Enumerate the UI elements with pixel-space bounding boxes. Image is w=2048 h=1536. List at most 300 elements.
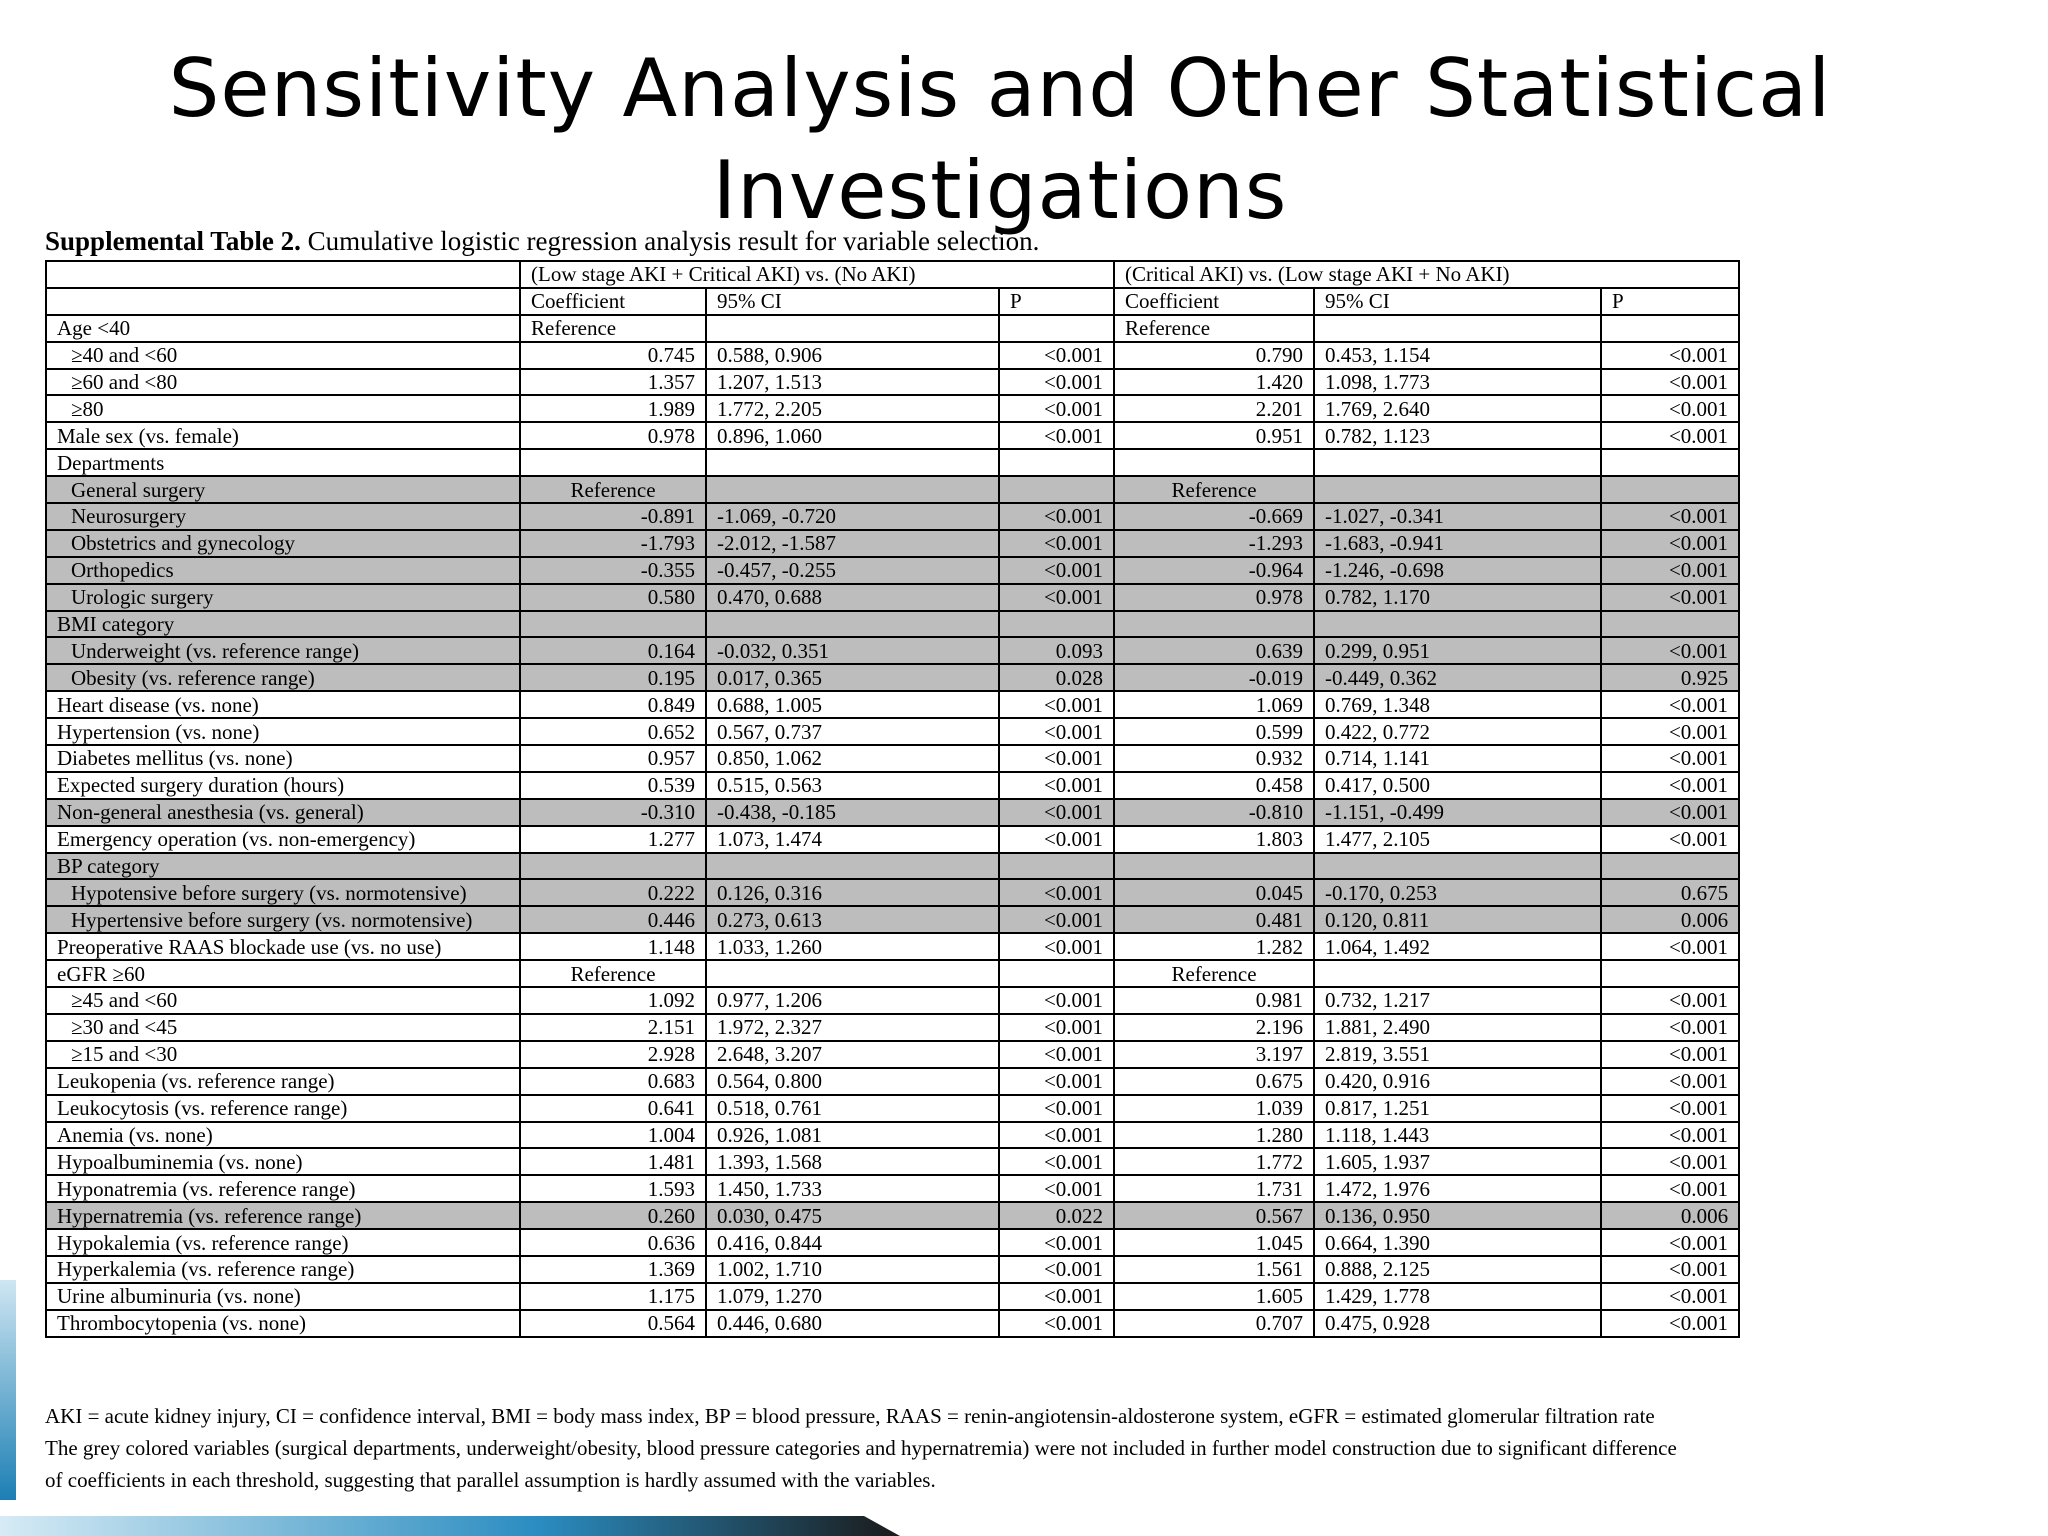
p-value-2 [1601, 315, 1739, 342]
group-header-2: (Critical AKI) vs. (Low stage AKI + No AKI) [1114, 261, 1739, 288]
table-row [46, 1202, 1739, 1229]
coefficient-1 [520, 611, 706, 638]
coefficient-2: 0.458 [1114, 772, 1314, 799]
p-value-2: <0.001 [1601, 530, 1739, 557]
p-value-2: <0.001 [1601, 1014, 1739, 1041]
ci-2: 0.417, 0.500 [1314, 772, 1601, 799]
ci-1: 0.926, 1.081 [706, 1122, 999, 1149]
p-value-2: <0.001 [1601, 422, 1739, 449]
coefficient-1: 0.164 [520, 637, 706, 664]
p-value-1 [999, 853, 1114, 880]
p-value-1: <0.001 [999, 879, 1114, 906]
ci-2: 2.819, 3.551 [1314, 1041, 1601, 1068]
ci-2: 0.714, 1.141 [1314, 745, 1601, 772]
ci-1 [706, 315, 999, 342]
coefficient-1: 1.148 [520, 933, 706, 960]
ci-2: 0.769, 1.348 [1314, 691, 1601, 718]
ci-1: 1.033, 1.260 [706, 933, 999, 960]
ci-2: -1.151, -0.499 [1314, 799, 1601, 826]
coefficient-2: Reference [1114, 960, 1314, 987]
coefficient-1: 0.539 [520, 772, 706, 799]
row-label: ≥15 and <30 [46, 1041, 520, 1068]
ci-1: -0.438, -0.185 [706, 799, 999, 826]
p-value-1: <0.001 [999, 1014, 1114, 1041]
coefficient-2: -0.810 [1114, 799, 1314, 826]
ci-2: -1.027, -0.341 [1314, 503, 1601, 530]
p-value-2 [1601, 853, 1739, 880]
ci-2: 1.064, 1.492 [1314, 933, 1601, 960]
coefficient-2: 0.599 [1114, 718, 1314, 745]
row-label: Departments [46, 449, 520, 476]
table-row [46, 395, 1739, 422]
coefficient-1: 0.957 [520, 745, 706, 772]
ci-2 [1314, 960, 1601, 987]
ci-1: 0.126, 0.316 [706, 879, 999, 906]
coefficient-1: 0.683 [520, 1068, 706, 1095]
p-value-1: <0.001 [999, 422, 1114, 449]
p-value-2: <0.001 [1601, 718, 1739, 745]
table-row [46, 476, 1739, 503]
ci-1: 0.850, 1.062 [706, 745, 999, 772]
ci-1: -2.012, -1.587 [706, 530, 999, 557]
table-row [46, 772, 1739, 799]
row-label: Hypoalbuminemia (vs. none) [46, 1148, 520, 1175]
table-row [46, 1041, 1739, 1068]
row-label: Urine albuminuria (vs. none) [46, 1283, 520, 1310]
table-row [46, 960, 1739, 987]
ci-1: 0.977, 1.206 [706, 987, 999, 1014]
ci-1: 1.073, 1.474 [706, 826, 999, 853]
ci-2 [1314, 853, 1601, 880]
p-value-1 [999, 315, 1114, 342]
ci-2 [1314, 449, 1601, 476]
col-header-ci-2: 95% CI [1314, 288, 1601, 315]
slide-title: Sensitivity Analysis and Other Statistical Investigations [168, 42, 1832, 237]
row-label: Obesity (vs. reference range) [46, 664, 520, 691]
ci-1: 0.896, 1.060 [706, 422, 999, 449]
ci-1: 0.564, 0.800 [706, 1068, 999, 1095]
p-value-1 [999, 449, 1114, 476]
table-row [46, 611, 1739, 638]
p-value-2: <0.001 [1601, 772, 1739, 799]
ci-2: 0.664, 1.390 [1314, 1229, 1601, 1256]
group-header-row [46, 261, 1739, 288]
coefficient-2: 2.201 [1114, 395, 1314, 422]
coefficient-2 [1114, 611, 1314, 638]
p-value-2: 0.675 [1601, 879, 1739, 906]
caption-label: Supplemental Table 2. [45, 226, 301, 256]
row-label: Non-general anesthesia (vs. general) [46, 799, 520, 826]
p-value-2: <0.001 [1601, 1175, 1739, 1202]
table-row [46, 691, 1739, 718]
table-row [46, 1283, 1739, 1310]
ci-2: 0.732, 1.217 [1314, 987, 1601, 1014]
row-label: ≥80 [46, 395, 520, 422]
row-label: Diabetes mellitus (vs. none) [46, 745, 520, 772]
row-label: Anemia (vs. none) [46, 1122, 520, 1149]
coefficient-2: 0.981 [1114, 987, 1314, 1014]
row-label: Hyperkalemia (vs. reference range) [46, 1256, 520, 1283]
table-caption [45, 224, 1039, 258]
table-row [46, 503, 1739, 530]
coefficient-1: -0.355 [520, 557, 706, 584]
table-row [46, 557, 1739, 584]
coefficient-2: 1.282 [1114, 933, 1314, 960]
p-value-1: <0.001 [999, 1283, 1114, 1310]
p-value-1: <0.001 [999, 1310, 1114, 1337]
p-value-1: <0.001 [999, 530, 1114, 557]
table-row [46, 530, 1739, 557]
coefficient-1: 1.989 [520, 395, 706, 422]
p-value-1: <0.001 [999, 369, 1114, 396]
coefficient-1: 0.260 [520, 1202, 706, 1229]
p-value-2: <0.001 [1601, 369, 1739, 396]
coefficient-1: 1.481 [520, 1148, 706, 1175]
coefficient-2: 0.978 [1114, 584, 1314, 611]
table-body [46, 315, 1739, 1337]
ci-1 [706, 853, 999, 880]
p-value-2: <0.001 [1601, 1068, 1739, 1095]
col-header-coefficient-1: Coefficient [520, 288, 706, 315]
col-header-p-1: P [999, 288, 1114, 315]
row-label: eGFR ≥60 [46, 960, 520, 987]
p-value-1 [999, 611, 1114, 638]
p-value-1: <0.001 [999, 1175, 1114, 1202]
footnote-grey-note-line1: The grey colored variables (surgical departments, underweight/obesity, blood pressure categories and hypernatremia) were not included in further model construction due to significant difference [45, 1436, 1677, 1460]
ci-2: 1.098, 1.773 [1314, 369, 1601, 396]
regression-table [45, 260, 1740, 1338]
p-value-2: <0.001 [1601, 1041, 1739, 1068]
ci-2: 0.782, 1.170 [1314, 584, 1601, 611]
ci-2: 1.605, 1.937 [1314, 1148, 1601, 1175]
ci-1: 1.002, 1.710 [706, 1256, 999, 1283]
row-label: ≥45 and <60 [46, 987, 520, 1014]
p-value-2: <0.001 [1601, 1256, 1739, 1283]
table-row [46, 745, 1739, 772]
ci-1: 0.017, 0.365 [706, 664, 999, 691]
coefficient-2: 1.039 [1114, 1095, 1314, 1122]
table-row [46, 987, 1739, 1014]
p-value-2 [1601, 611, 1739, 638]
p-value-2: <0.001 [1601, 1283, 1739, 1310]
coefficient-2: 0.567 [1114, 1202, 1314, 1229]
p-value-2: 0.006 [1601, 906, 1739, 933]
p-value-2: <0.001 [1601, 691, 1739, 718]
coefficient-2: 1.803 [1114, 826, 1314, 853]
ci-2: 0.136, 0.950 [1314, 1202, 1601, 1229]
table-row [46, 1256, 1739, 1283]
ci-1: 0.515, 0.563 [706, 772, 999, 799]
row-label: Obstetrics and gynecology [46, 530, 520, 557]
decorative-left-bar [0, 1280, 16, 1500]
coefficient-2: 0.639 [1114, 637, 1314, 664]
row-label: ≥60 and <80 [46, 369, 520, 396]
coefficient-2: 0.675 [1114, 1068, 1314, 1095]
ci-2: -1.683, -0.941 [1314, 530, 1601, 557]
coefficient-1: 0.849 [520, 691, 706, 718]
ci-2: -1.246, -0.698 [1314, 557, 1601, 584]
empty-header-cell [46, 261, 520, 288]
footnote-grey-note-line2: of coefficients in each threshold, suggesting that parallel assumption is hardly assumed with the variables. [45, 1468, 936, 1492]
p-value-2 [1601, 476, 1739, 503]
ci-1: 0.416, 0.844 [706, 1229, 999, 1256]
ci-2: 0.453, 1.154 [1314, 342, 1601, 369]
table-row [46, 315, 1739, 342]
coefficient-2: 0.045 [1114, 879, 1314, 906]
coefficient-1: 0.641 [520, 1095, 706, 1122]
ci-1: 1.079, 1.270 [706, 1283, 999, 1310]
coefficient-1: 0.446 [520, 906, 706, 933]
p-value-2: <0.001 [1601, 933, 1739, 960]
table-row [46, 718, 1739, 745]
coefficient-2: 3.197 [1114, 1041, 1314, 1068]
coefficient-1: 0.580 [520, 584, 706, 611]
row-label: Hypotensive before surgery (vs. normotensive) [46, 879, 520, 906]
coefficient-1: 2.928 [520, 1041, 706, 1068]
ci-2 [1314, 476, 1601, 503]
ci-1: 1.450, 1.733 [706, 1175, 999, 1202]
coefficient-1: Reference [520, 960, 706, 987]
coefficient-1: 0.222 [520, 879, 706, 906]
p-value-1: 0.022 [999, 1202, 1114, 1229]
table-row [46, 664, 1739, 691]
row-label: Thrombocytopenia (vs. none) [46, 1310, 520, 1337]
coefficient-1 [520, 449, 706, 476]
caption-text: Cumulative logistic regression analysis result for variable selection. [300, 226, 1040, 256]
ci-2: 0.782, 1.123 [1314, 422, 1601, 449]
p-value-1: <0.001 [999, 342, 1114, 369]
coefficient-1: 1.357 [520, 369, 706, 396]
table-row [46, 1175, 1739, 1202]
coefficient-2: 1.045 [1114, 1229, 1314, 1256]
row-label: General surgery [46, 476, 520, 503]
p-value-2 [1601, 960, 1739, 987]
p-value-2: <0.001 [1601, 1095, 1739, 1122]
coefficient-1: 0.564 [520, 1310, 706, 1337]
coefficient-2 [1114, 853, 1314, 880]
row-label: ≥30 and <45 [46, 1014, 520, 1041]
coefficient-1: Reference [520, 315, 706, 342]
p-value-2: <0.001 [1601, 342, 1739, 369]
row-label: Hypernatremia (vs. reference range) [46, 1202, 520, 1229]
coefficient-2: Reference [1114, 315, 1314, 342]
ci-1: 0.588, 0.906 [706, 342, 999, 369]
coefficient-2: -0.019 [1114, 664, 1314, 691]
p-value-1: <0.001 [999, 826, 1114, 853]
ci-1: 0.688, 1.005 [706, 691, 999, 718]
p-value-2: <0.001 [1601, 826, 1739, 853]
p-value-2: <0.001 [1601, 987, 1739, 1014]
table-row [46, 1310, 1739, 1337]
p-value-1: 0.093 [999, 637, 1114, 664]
coefficient-1: 0.636 [520, 1229, 706, 1256]
p-value-1: <0.001 [999, 1095, 1114, 1122]
coefficient-2: 1.772 [1114, 1148, 1314, 1175]
ci-2: 1.429, 1.778 [1314, 1283, 1601, 1310]
coefficient-1: 1.277 [520, 826, 706, 853]
row-label: Emergency operation (vs. non-emergency) [46, 826, 520, 853]
p-value-1 [999, 960, 1114, 987]
column-header-row [46, 288, 1739, 315]
p-value-1: <0.001 [999, 557, 1114, 584]
col-header-ci-1: 95% CI [706, 288, 999, 315]
p-value-1: <0.001 [999, 1148, 1114, 1175]
coefficient-1: 0.978 [520, 422, 706, 449]
p-value-2: 0.925 [1601, 664, 1739, 691]
coefficient-2: -0.669 [1114, 503, 1314, 530]
p-value-2: <0.001 [1601, 1148, 1739, 1175]
p-value-1: <0.001 [999, 1122, 1114, 1149]
coefficient-2: 1.280 [1114, 1122, 1314, 1149]
coefficient-1: 1.092 [520, 987, 706, 1014]
coefficient-2: 1.420 [1114, 369, 1314, 396]
table-row [46, 637, 1739, 664]
row-label: Hypertensive before surgery (vs. normotensive) [46, 906, 520, 933]
p-value-1 [999, 476, 1114, 503]
coefficient-1: -1.793 [520, 530, 706, 557]
table-row [46, 1014, 1739, 1041]
p-value-1: <0.001 [999, 503, 1114, 530]
coefficient-2 [1114, 449, 1314, 476]
p-value-1: 0.028 [999, 664, 1114, 691]
coefficient-2: 0.790 [1114, 342, 1314, 369]
table-row [46, 1095, 1739, 1122]
p-value-2 [1601, 449, 1739, 476]
table-row [46, 1068, 1739, 1095]
ci-1: -0.032, 0.351 [706, 637, 999, 664]
ci-1: 1.972, 2.327 [706, 1014, 999, 1041]
ci-2: 1.769, 2.640 [1314, 395, 1601, 422]
row-label: Orthopedics [46, 557, 520, 584]
table-row [46, 584, 1739, 611]
p-value-2: <0.001 [1601, 557, 1739, 584]
table-row [46, 906, 1739, 933]
row-label: Underweight (vs. reference range) [46, 637, 520, 664]
ci-2: -0.449, 0.362 [1314, 664, 1601, 691]
row-label: Heart disease (vs. none) [46, 691, 520, 718]
p-value-1: <0.001 [999, 1256, 1114, 1283]
ci-1: 1.393, 1.568 [706, 1148, 999, 1175]
coefficient-1: 1.004 [520, 1122, 706, 1149]
table-row [46, 933, 1739, 960]
p-value-1: <0.001 [999, 1229, 1114, 1256]
decorative-bottom-bar [0, 1516, 900, 1536]
row-label: Hypokalemia (vs. reference range) [46, 1229, 520, 1256]
ci-2: 0.888, 2.125 [1314, 1256, 1601, 1283]
p-value-2: <0.001 [1601, 799, 1739, 826]
coefficient-2: 2.196 [1114, 1014, 1314, 1041]
ci-1 [706, 611, 999, 638]
p-value-2: <0.001 [1601, 1229, 1739, 1256]
table-row [46, 1229, 1739, 1256]
group-header-1: (Low stage AKI + Critical AKI) vs. (No AKI) [520, 261, 1114, 288]
ci-2: 0.422, 0.772 [1314, 718, 1601, 745]
row-label: Leukopenia (vs. reference range) [46, 1068, 520, 1095]
p-value-1: <0.001 [999, 987, 1114, 1014]
coefficient-1: 0.745 [520, 342, 706, 369]
table-row [46, 422, 1739, 449]
ci-1: -1.069, -0.720 [706, 503, 999, 530]
ci-1: 0.518, 0.761 [706, 1095, 999, 1122]
p-value-1: <0.001 [999, 691, 1114, 718]
p-value-2: <0.001 [1601, 637, 1739, 664]
p-value-1: <0.001 [999, 1068, 1114, 1095]
col-header-p-2: P [1601, 288, 1739, 315]
coefficient-2: 1.069 [1114, 691, 1314, 718]
p-value-2: <0.001 [1601, 745, 1739, 772]
ci-1 [706, 449, 999, 476]
row-label: Preoperative RAAS blockade use (vs. no use) [46, 933, 520, 960]
col-header-coefficient-2: Coefficient [1114, 288, 1314, 315]
p-value-1: <0.001 [999, 745, 1114, 772]
ci-2: 1.477, 2.105 [1314, 826, 1601, 853]
coefficient-1 [520, 853, 706, 880]
coefficient-2: 1.731 [1114, 1175, 1314, 1202]
ci-1: 0.273, 0.613 [706, 906, 999, 933]
empty-header-cell [46, 288, 520, 315]
ci-1: 2.648, 3.207 [706, 1041, 999, 1068]
row-label: Hypertension (vs. none) [46, 718, 520, 745]
ci-2: -0.170, 0.253 [1314, 879, 1601, 906]
p-value-2: <0.001 [1601, 1122, 1739, 1149]
p-value-1: <0.001 [999, 906, 1114, 933]
coefficient-1: -0.891 [520, 503, 706, 530]
table-row [46, 1122, 1739, 1149]
ci-1: 1.772, 2.205 [706, 395, 999, 422]
p-value-2: <0.001 [1601, 395, 1739, 422]
coefficient-2: -0.964 [1114, 557, 1314, 584]
ci-1 [706, 960, 999, 987]
p-value-2: <0.001 [1601, 584, 1739, 611]
p-value-2: <0.001 [1601, 503, 1739, 530]
p-value-1: <0.001 [999, 1041, 1114, 1068]
p-value-1: <0.001 [999, 933, 1114, 960]
row-label: Expected surgery duration (hours) [46, 772, 520, 799]
ci-2 [1314, 315, 1601, 342]
row-label: Male sex (vs. female) [46, 422, 520, 449]
row-label: Age <40 [46, 315, 520, 342]
coefficient-2: -1.293 [1114, 530, 1314, 557]
ci-1: 0.567, 0.737 [706, 718, 999, 745]
row-label: BMI category [46, 611, 520, 638]
ci-2: 0.475, 0.928 [1314, 1310, 1601, 1337]
ci-1: 0.470, 0.688 [706, 584, 999, 611]
row-label: Leukocytosis (vs. reference range) [46, 1095, 520, 1122]
table-row [46, 1148, 1739, 1175]
coefficient-2: 0.707 [1114, 1310, 1314, 1337]
coefficient-2: 0.932 [1114, 745, 1314, 772]
ci-2: 0.299, 0.951 [1314, 637, 1601, 664]
p-value-1: <0.001 [999, 584, 1114, 611]
coefficient-2: 1.561 [1114, 1256, 1314, 1283]
coefficient-2: 1.605 [1114, 1283, 1314, 1310]
coefficient-1: Reference [520, 476, 706, 503]
ci-1 [706, 476, 999, 503]
ci-1: 1.207, 1.513 [706, 369, 999, 396]
coefficient-1: 2.151 [520, 1014, 706, 1041]
ci-2: 0.420, 0.916 [1314, 1068, 1601, 1095]
coefficient-2: Reference [1114, 476, 1314, 503]
ci-2: 0.120, 0.811 [1314, 906, 1601, 933]
coefficient-1: 1.593 [520, 1175, 706, 1202]
table-row [46, 369, 1739, 396]
ci-2 [1314, 611, 1601, 638]
ci-1: 0.446, 0.680 [706, 1310, 999, 1337]
ci-2: 0.817, 1.251 [1314, 1095, 1601, 1122]
p-value-1: <0.001 [999, 718, 1114, 745]
coefficient-1: 1.369 [520, 1256, 706, 1283]
ci-2: 1.881, 2.490 [1314, 1014, 1601, 1041]
